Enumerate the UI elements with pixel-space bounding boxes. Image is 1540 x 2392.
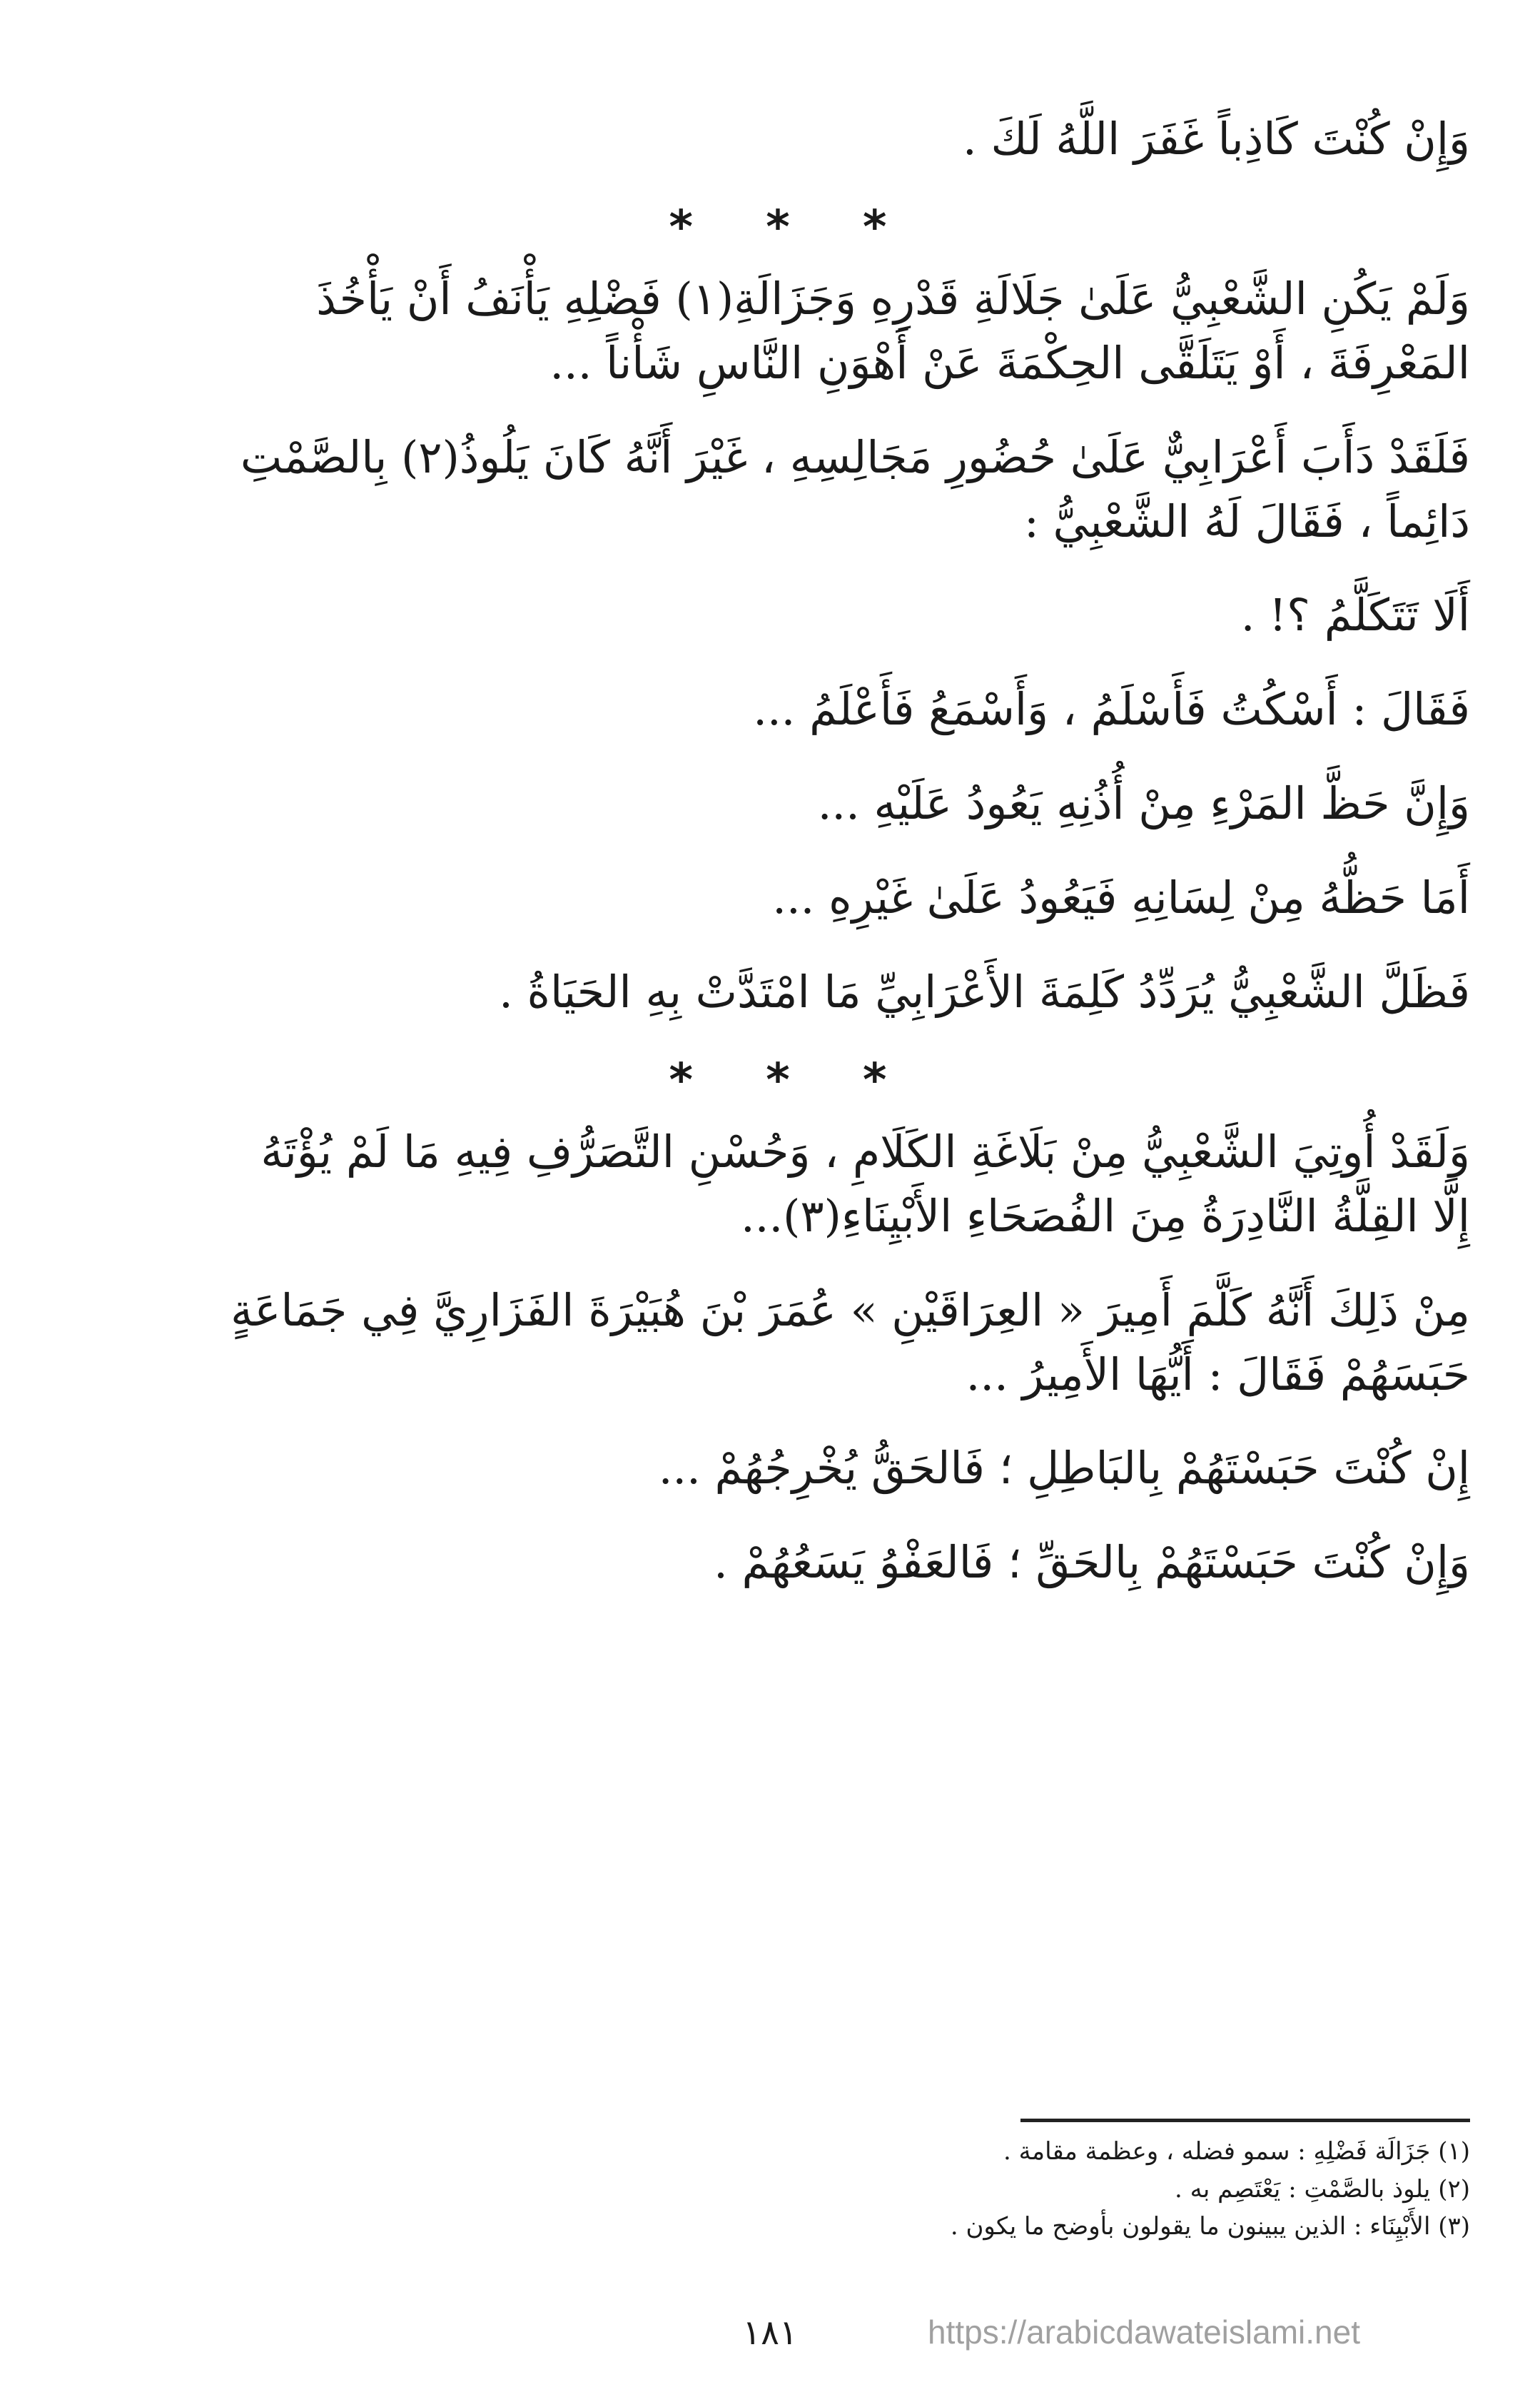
paragraph-line: حَبَسَهُمْ فَقَالَ : أَيُّهَا الأَمِيرُ ...	[966, 1348, 1470, 1401]
footnotes-section	[114, 2133, 1470, 2246]
paragraph-line: وَإِنْ كُنْتَ كَاذِباً غَفَرَ اللَّهُ لَكَ .	[963, 113, 1470, 165]
paragraph	[114, 866, 1470, 930]
paragraph	[114, 267, 1470, 395]
paragraph-line: وَلَمْ يَكُنِ الشَّعْبِيُّ عَلَىٰ جَلَالَةِ قَدْرِهِ وَجَزَالَةِ(١) فَضْلِهِ يَأْنَفُ أَنْ يَأْخُذَ	[316, 272, 1470, 325]
paragraph-line: أَلَا تَتَكَلَّمُ ؟! .	[1240, 589, 1470, 642]
text-column	[114, 107, 1470, 1595]
paragraph	[114, 583, 1470, 647]
footnote-divider	[1020, 2119, 1470, 2122]
paragraph-line: وَإِنَّ حَظَّ المَرْءِ مِنْ أُذُنِهِ يَعُودُ عَلَيْهِ ...	[817, 777, 1470, 830]
paragraph-line: فَظَلَّ الشَّعْبِيُّ يُرَدِّدُ كَلِمَةَ الأَعْرَابِيِّ مَا امْتَدَّتْ بِهِ الحَيَاةُ .	[499, 966, 1470, 1019]
paragraph-line: فَقَالَ : أَسْكُتُ فَأَسْلَمُ ، وَأَسْمَعُ فَأَعْلَمُ ...	[753, 683, 1470, 736]
paragraph	[114, 960, 1470, 1024]
website-watermark[interactable]: https://arabicdawateislami.net	[928, 2313, 1360, 2351]
paragraph	[114, 677, 1470, 742]
page-number: ١٨١	[742, 2313, 798, 2353]
paragraph-line: إِلَّا القِلَّةُ النَّادِرَةُ مِنَ الفُصَحَاءِ الأَبْيِنَاءِ(٣)...	[741, 1189, 1470, 1242]
footnote: (١) جَزَالَة فَضْلِهِ : سمو فضله ، وعظمة مقامة .	[1003, 2137, 1470, 2166]
paragraph-line: وَلَقَدْ أُوتِيَ الشَّعْبِيُّ مِنْ بَلَاغَةِ الكَلَامِ ، وَحُسْنِ التَّصَرُّفِ فِيهِ مَا لَمْ يُؤْتَهُ	[260, 1125, 1470, 1178]
paragraph-line: أَمَا حَظُّهُ مِنْ لِسَانِهِ فَيَعُودُ عَلَىٰ غَيْرِهِ ...	[772, 872, 1470, 924]
paragraph	[114, 1530, 1470, 1595]
section-separator: * * *	[669, 201, 916, 254]
paragraph	[114, 1278, 1470, 1407]
paragraph	[114, 425, 1470, 554]
paragraph	[114, 107, 1470, 171]
footnote: (٢) يلوذ بالصَّمْتِ : يَعْتَصِم به .	[1175, 2174, 1470, 2204]
footnote: (٣) الأَبْيِنَاء : الذين يبينون ما يقولون بأوضح ما يكون .	[950, 2212, 1470, 2241]
paragraph-line: فَلَقَدْ دَأَبَ أَعْرَابِيٌّ عَلَىٰ حُضُورِ مَجَالِسِهِ ، غَيْرَ أَنَّهُ كَانَ يَلُوذُ(٢) بِالصَّمْتِ	[240, 430, 1470, 483]
paragraph-line: دَائِماً ، فَقَالَ لَهُ الشَّعْبِيُّ :	[1023, 495, 1470, 547]
paragraph-line: وَإِنْ كُنْتَ حَبَسْتَهُمْ بِالحَقِّ ؛ فَالعَفْوُ يَسَعُهُمْ .	[714, 1536, 1470, 1589]
paragraph	[114, 1120, 1470, 1248]
paragraph	[114, 1436, 1470, 1500]
paragraph-line: مِنْ ذَلِكَ أَنَّهُ كَلَّمَ أَمِيرَ « العِرَاقَيْنِ » عُمَرَ بْنَ هُبَيْرَةَ الفَزَارِيَّ فِي جَمَاعَةٍ	[231, 1283, 1470, 1336]
paragraph-line: إِنْ كُنْتَ حَبَسْتَهُمْ بِالبَاطِلِ ؛ فَالحَقُّ يُخْرِجُهُمْ ...	[658, 1442, 1470, 1495]
page-body	[114, 107, 1470, 2334]
paragraph-line: المَعْرِفَةَ ، أَوْ يَتَلَقَّى الحِكْمَةَ عَنْ أَهْوَنِ النَّاسِ شَأْناً ...	[549, 336, 1470, 389]
section-separator: * * *	[669, 1054, 916, 1107]
paragraph	[114, 772, 1470, 836]
